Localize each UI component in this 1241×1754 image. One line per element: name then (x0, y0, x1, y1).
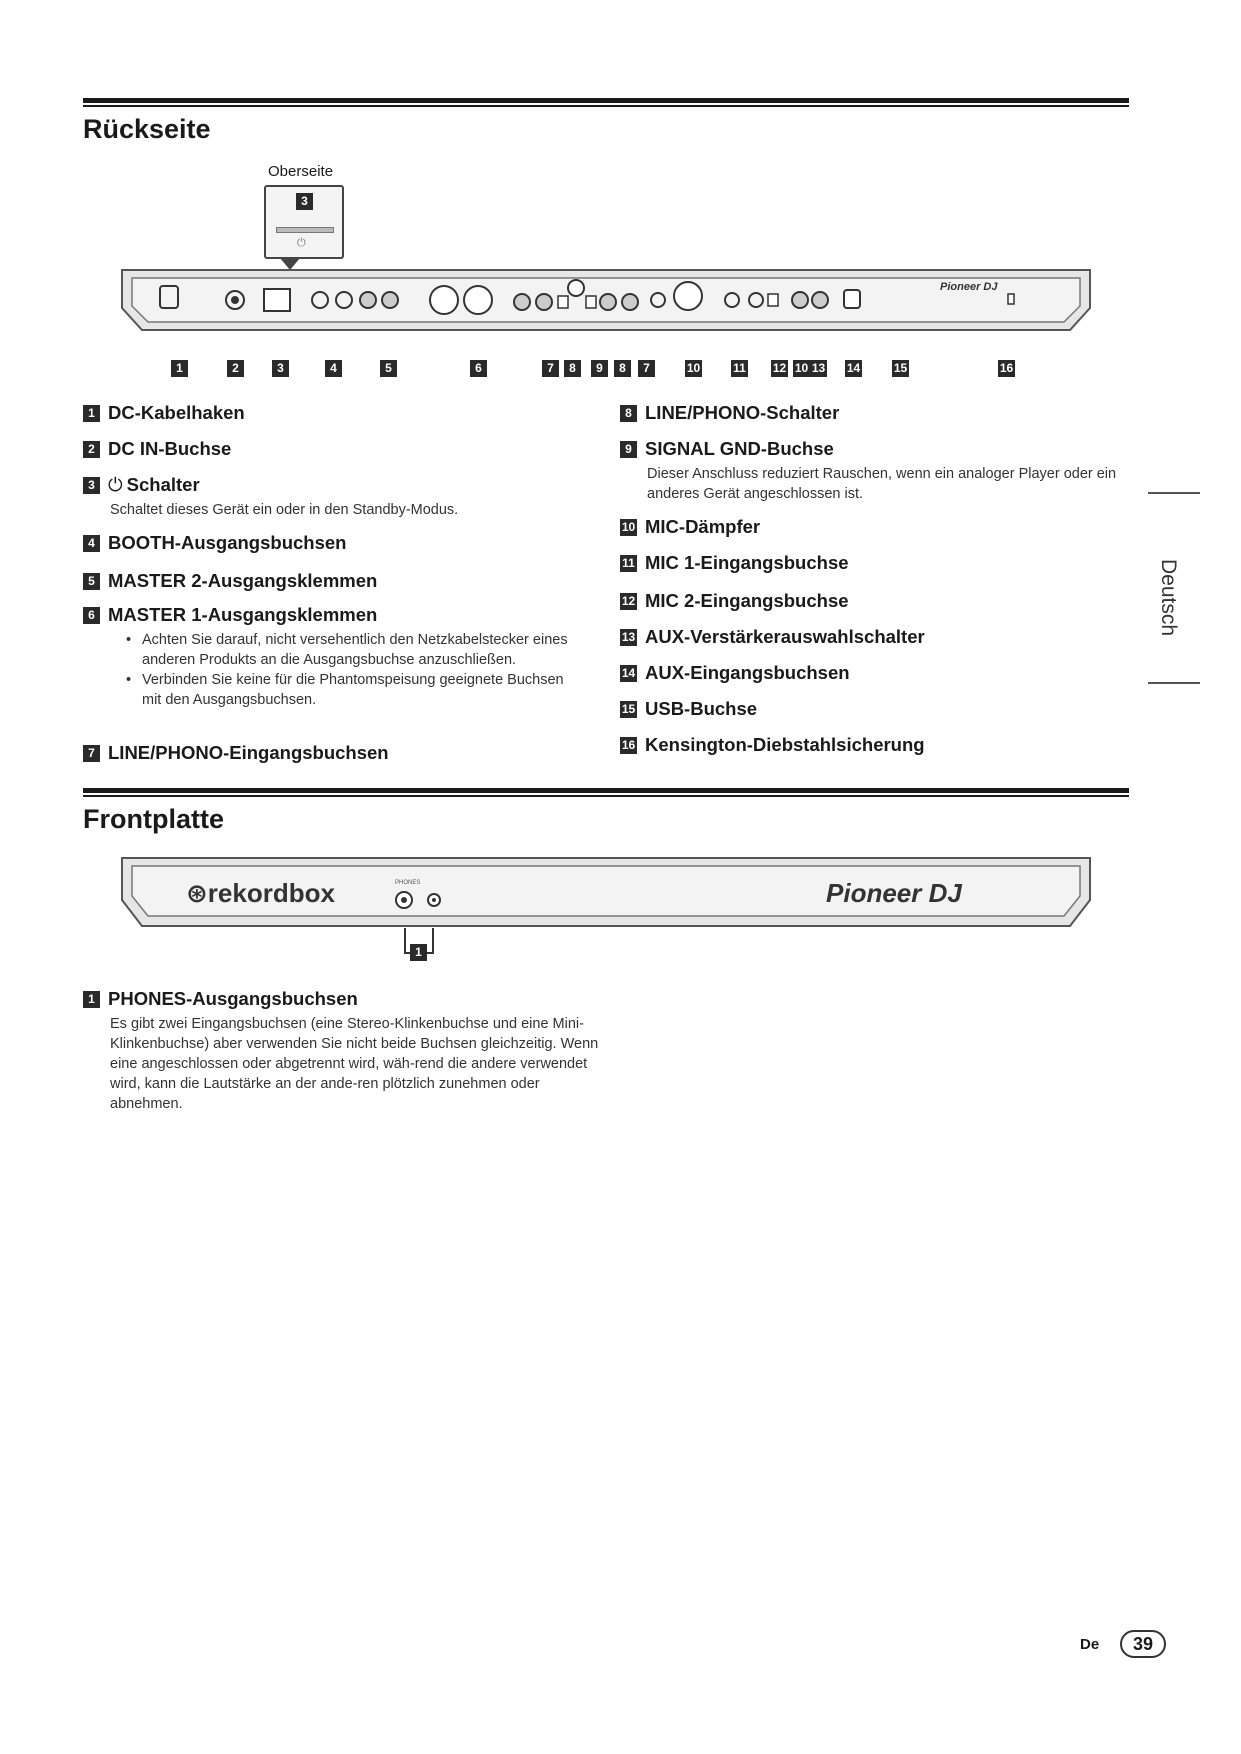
item-label: LINE/PHONO-Schalter (645, 402, 840, 423)
rear-marker-11: 11 (731, 360, 748, 377)
rear-marker-8: 8 (614, 360, 631, 377)
phones-jack-label: PHONES (395, 880, 421, 886)
rear-item-3 (83, 474, 458, 520)
item-number: 2 (83, 441, 100, 458)
rear-item-11 (620, 552, 849, 574)
item-label: MASTER 2-Ausgangsklemmen (108, 570, 378, 591)
item-label: PHONES-Ausgangsbuchsen (108, 988, 358, 1009)
top-side-callout (264, 185, 344, 259)
rekordbox-logo-text: rekordbox (207, 878, 335, 908)
rear-marker-14: 14 (846, 361, 861, 375)
side-tab-rule-top (1148, 492, 1200, 494)
rear-marker-7: 7 (638, 360, 655, 377)
language-side-tab: Deutsch (1157, 559, 1180, 637)
footer-language: De (1080, 1636, 1100, 1653)
item-label: USB-Buchse (645, 698, 758, 719)
item-label: BOOTH-Ausgangsbuchsen (108, 532, 347, 553)
rear-item-4 (83, 532, 346, 554)
rear-marker-16: 16 (999, 361, 1014, 375)
item-label: SIGNAL GND-Buchse (645, 438, 834, 459)
rear-item-9 (620, 438, 1120, 504)
rear-marker-9: 9 (591, 360, 608, 377)
item-label: MIC 2-Eingangsbuchse (645, 590, 849, 611)
item-number: 7 (83, 745, 100, 762)
section-rule-front (83, 788, 1129, 797)
item-description: Es gibt zwei Eingangsbuchsen (eine Stereo-Klinkenbuchse und eine Mini-Klinkenbuchse) aber verwenden Sie nicht beide Buchsen gleichzeitig. Wenn eine angeschlossen oder abgetrennt wird, wäh-rend die andere verwendet wird, kann die Lautstärke an der ande-ren plötzlich zunehmen oder abnehmen. (110, 1016, 599, 1112)
section-rule-rear (83, 98, 1129, 107)
rear-marker-2: 2 (227, 360, 244, 377)
item-number: 10 (621, 519, 636, 534)
rear-marker-7: 7 (542, 360, 559, 377)
item-label: DC IN-Buchse (108, 438, 232, 459)
section-title-front: Frontplatte (83, 804, 224, 834)
rear-item-8 (620, 402, 839, 424)
rear-panel-illustration (118, 268, 1094, 332)
item-number: 8 (620, 405, 637, 422)
rear-marker-5: 5 (380, 360, 397, 377)
rear-marker-10: 10 (794, 361, 809, 375)
rear-brand-logo: Pioneer DJ (940, 281, 998, 293)
item-description: Schaltet dieses Gerät ein oder in den Standby-Modus. (110, 502, 459, 518)
item-label: MIC-Dämpfer (645, 516, 761, 537)
rear-item-2 (83, 438, 231, 460)
item-number: 3 (83, 477, 100, 494)
item-label: AUX-Verstärkerauswahlschalter (645, 626, 925, 647)
rear-marker-6: 6 (470, 360, 487, 377)
item-label: MIC 1-Eingangsbuchse (645, 552, 849, 573)
item-number: 9 (620, 441, 637, 458)
rear-marker-1: 1 (171, 360, 188, 377)
pioneer-dj-logo: Pioneer DJ (826, 878, 962, 908)
rear-marker-15: 15 (893, 361, 908, 375)
item-label: Kensington-Diebstahlsicherung (645, 734, 925, 755)
item-label: AUX-Eingangsbuchsen (645, 662, 850, 683)
item-number: 6 (83, 607, 100, 624)
item-label: LINE/PHONO-Eingangsbuchsen (108, 742, 389, 763)
item-description: Dieser Anschluss reduziert Rauschen, wenn ein analoger Player oder ein anderes Gerät angeschlossen ist. (647, 466, 1117, 502)
item-number: 11 (620, 555, 637, 572)
rear-item-10 (620, 516, 760, 538)
rear-item-1 (83, 402, 245, 424)
page-number: 39 (1120, 1630, 1166, 1658)
bullet: • Achten Sie darauf, nicht versehentlich den Netzkabelstecker eines anderen Produkts an die Ausgangsbuchse anzuschließen. (126, 630, 583, 670)
power-switch-illustration (276, 227, 334, 233)
side-tab-rule-bottom (1148, 682, 1200, 684)
item-label: DC-Kabelhaken (108, 402, 245, 423)
item-number: 14 (621, 665, 636, 680)
section-title-rear: Rückseite (83, 114, 211, 144)
item-number: 4 (83, 535, 100, 552)
item-number: 13 (621, 629, 636, 644)
rekordbox-logo-icon: ⊛ (186, 878, 208, 908)
item-number: 5 (83, 573, 100, 590)
rear-item-15 (620, 698, 757, 720)
rear-item-12 (620, 590, 849, 612)
rear-item-14 (620, 662, 850, 684)
item-number: 1 (83, 991, 100, 1008)
rear-marker-3: 3 (272, 360, 289, 377)
rear-marker-13: 13 (811, 361, 826, 375)
item-number: 1 (83, 405, 100, 422)
item-number: 12 (621, 593, 636, 608)
power-icon: ⏻ (108, 474, 123, 495)
item-label: MASTER 1-Ausgangsklemmen (108, 604, 378, 625)
rekordbox-logo (186, 878, 335, 909)
bullet: • Verbinden Sie keine für die Phantomspeisung geeignete Buchsen mit den Ausgangsbuchsen. (126, 670, 583, 710)
rear-item-6 (83, 604, 583, 710)
front-marker-number: 1 (410, 944, 427, 961)
rear-item-5 (83, 570, 377, 592)
callout-number: 3 (296, 193, 313, 210)
rear-marker-4: 4 (325, 360, 342, 377)
item-number: 16 (621, 737, 636, 752)
rear-item-7 (83, 742, 389, 764)
item-number: 15 (621, 701, 636, 716)
item-label: Schalter (126, 474, 200, 495)
rear-item-16 (620, 734, 925, 756)
rear-marker-10: 10 (686, 361, 701, 375)
front-item-1 (83, 988, 603, 1114)
rear-marker-8: 8 (564, 360, 581, 377)
top-side-label: Oberseite (268, 163, 334, 180)
power-icon: ⏻ (297, 237, 306, 249)
item-bullets (126, 630, 583, 710)
rear-marker-12: 12 (772, 361, 787, 375)
rear-item-13 (620, 626, 925, 648)
